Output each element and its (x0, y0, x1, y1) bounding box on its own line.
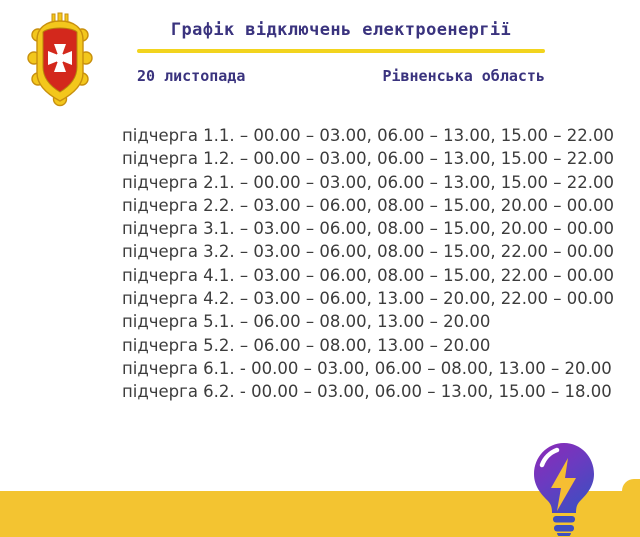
title-underline (137, 49, 545, 53)
lightbulb-lightning-icon (528, 439, 600, 536)
schedule-row: підчерга 4.1. – 03.00 – 06.00, 08.00 – 15.00, 22.00 – 00.00 (122, 265, 615, 285)
coat-of-arms-icon (24, 11, 96, 107)
header (137, 20, 545, 85)
date-label: 20 листопада (137, 67, 246, 85)
subheader-row (137, 67, 545, 85)
region-label: Рівненська область (382, 67, 545, 85)
schedule-list (122, 124, 615, 404)
schedule-row: підчерга 3.2. – 03.00 – 06.00, 08.00 – 15.00, 22.00 – 00.00 (122, 242, 615, 262)
schedule-row: підчерга 3.1. – 03.00 – 06.00, 08.00 – 15.00, 20.00 – 00.00 (122, 219, 615, 239)
schedule-row: підчерга 1.2. – 00.00 – 03.00, 06.00 – 13.00, 15.00 – 22.00 (122, 149, 615, 169)
schedule-row: підчерга 2.1. – 00.00 – 03.00, 06.00 – 13.00, 15.00 – 22.00 (122, 172, 615, 192)
schedule-row: підчерга 5.1. – 06.00 – 08.00, 13.00 – 20.00 (122, 312, 491, 332)
schedule-row: підчерга 6.1. - 00.00 – 03.00, 06.00 – 08.00, 13.00 – 20.00 (122, 358, 612, 378)
page-title: Графік відключень електроенергії (170, 20, 512, 40)
schedule-row: підчерга 2.2. – 03.00 – 06.00, 08.00 – 15.00, 20.00 – 00.00 (122, 195, 615, 215)
schedule-row: підчерга 5.2. – 06.00 – 08.00, 13.00 – 20.00 (122, 335, 491, 355)
schedule-row: підчерга 4.2. – 03.00 – 06.00, 13.00 – 20.00, 22.00 – 00.00 (122, 289, 615, 309)
schedule-row: підчерга 1.1. – 00.00 – 03.00, 06.00 – 13.00, 15.00 – 22.00 (122, 126, 615, 145)
schedule-row: підчерга 6.2. - 00.00 – 03.00, 06.00 – 13.00, 15.00 – 18.00 (122, 382, 612, 402)
